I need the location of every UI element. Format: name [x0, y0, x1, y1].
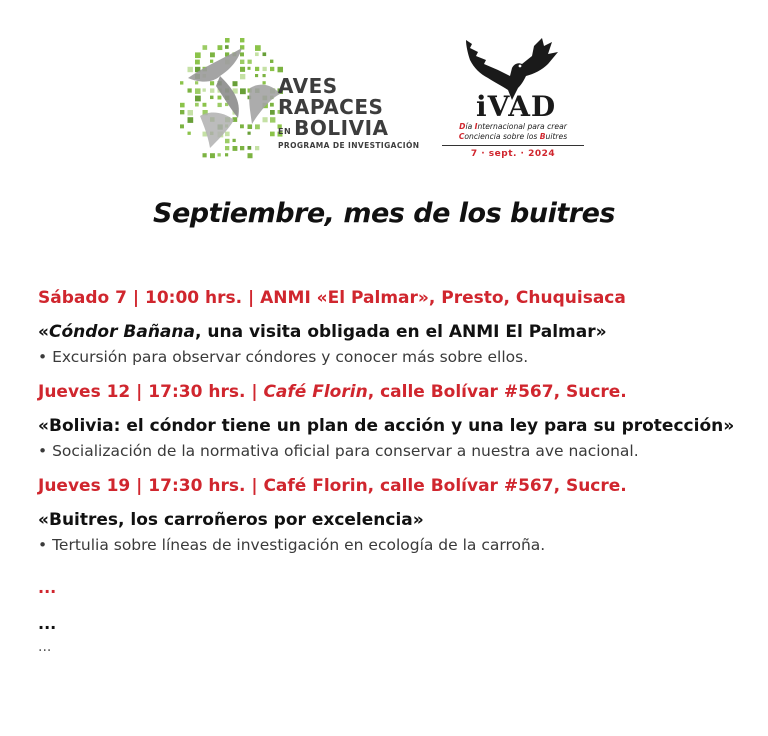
ivad-initial-i: I: [474, 122, 478, 131]
mosaic-square: [248, 67, 251, 70]
mosaic-square: [255, 74, 258, 77]
mosaic-square: [225, 132, 230, 137]
mosaic-square: [255, 146, 259, 150]
mosaic-square: [180, 124, 184, 128]
event-venue-italic: Café Florin: [263, 382, 368, 402]
ivad-initial-c: C: [458, 132, 465, 141]
mosaic-square: [180, 103, 185, 108]
mosaic-square: [240, 60, 244, 64]
ivad-initial-b: B: [539, 132, 546, 141]
ellipsis-grey: ...: [38, 639, 52, 655]
event-date-suffix: , calle Bolívar #567, Sucre.: [367, 382, 627, 402]
ivad-wordmark: iVAD: [476, 90, 557, 123]
aves-line-1: AVES: [278, 74, 338, 98]
event-title: [38, 320, 758, 344]
mosaic-square: [248, 153, 253, 158]
header-logos: [0, 30, 768, 170]
mosaic-square: [188, 67, 193, 72]
mosaic-square: [248, 146, 252, 150]
mosaic-square: [278, 67, 284, 73]
mosaic-square: [270, 67, 274, 71]
ivad-desc-1b: nternacional para crear: [477, 122, 567, 131]
event-date-line: Sábado 7 | 10:00 hrs. | ANMI «El Palmar», Presto, Chuquisaca: [38, 288, 626, 308]
mosaic-square: [270, 132, 275, 137]
mosaic-square: [210, 96, 213, 99]
mosaic-square: [195, 103, 199, 107]
aves-en-small: EN: [278, 127, 292, 136]
mosaic-square: [210, 81, 214, 85]
mosaic-square: [233, 81, 238, 86]
event-description: • Socialización de la normativa oficial para conservar a nuestra ave nacional.: [38, 442, 639, 460]
mosaic-square: [210, 52, 215, 57]
ivad-desc-line-2: [440, 132, 586, 142]
ivad-desc-line-1: [440, 122, 586, 132]
event-item: [38, 286, 758, 368]
mosaic-square: [263, 81, 266, 84]
ivad-desc-2b: uitres: [545, 132, 568, 141]
mosaic-square: [203, 45, 208, 50]
mosaic-square: [188, 117, 194, 123]
ellipsis-red: ...: [38, 578, 57, 597]
mosaic-square: [248, 132, 251, 135]
event-date-prefix: Jueves 12 | 17:30 hrs. |: [38, 382, 264, 402]
mosaic-square: [270, 60, 273, 63]
mosaic-square: [255, 67, 259, 71]
mosaic-square: [240, 52, 244, 56]
event-description: • Excursión para observar cóndores y conocer más sobre ellos.: [38, 348, 529, 366]
aves-subtitle: PROGRAMA DE INVESTIGACIÓN: [278, 141, 420, 150]
ivad-logo: [440, 30, 590, 170]
mosaic-square: [225, 146, 229, 150]
event-date-line: [38, 380, 758, 404]
aves-line-2: RAPACES: [278, 95, 384, 119]
mosaic-square: [270, 103, 274, 107]
event-item: [38, 380, 758, 462]
mosaic-square: [195, 60, 200, 65]
mosaic-square: [255, 45, 261, 51]
mosaic-square: [240, 74, 245, 79]
mosaic-square: [203, 88, 206, 91]
mosaic-square: [203, 153, 207, 157]
mosaic-square: [225, 153, 228, 156]
mosaic-square: [180, 81, 183, 84]
mosaic-square: [255, 52, 259, 56]
mosaic-square: [188, 132, 191, 135]
ivad-initial-d: D: [459, 122, 466, 131]
event-description: • Tertulia sobre líneas de investigación en ecología de la carroña.: [38, 536, 546, 554]
mosaic-square: [195, 96, 201, 102]
mosaic-square: [195, 52, 201, 58]
mosaic-square: [225, 45, 229, 49]
events-list: [38, 286, 758, 656]
ivad-description: [440, 122, 586, 142]
mosaic-square: [270, 117, 275, 122]
aves-rapaces-logo: [180, 38, 420, 168]
mosaic-square: [255, 124, 260, 129]
mosaic-square: [210, 153, 215, 158]
raptor-mosaic-icon: [180, 38, 290, 163]
mosaic-square: [218, 153, 221, 156]
event-title: «Bolivia: el cóndor tiene un plan de acción y una ley para su protección»: [38, 416, 735, 436]
ivad-desc-2a: onciencia sobre los: [464, 132, 540, 141]
mosaic-square: [225, 38, 230, 43]
mosaic-square: [248, 60, 252, 64]
aves-rapaces-wordmark: [278, 76, 419, 150]
mosaic-square: [210, 60, 213, 63]
mosaic-square: [240, 146, 244, 150]
mosaic-square: [240, 124, 244, 128]
mosaic-square: [210, 88, 214, 92]
mosaic-square: [248, 124, 253, 129]
event-title-open-quote: «: [38, 322, 49, 342]
mosaic-square: [270, 110, 275, 115]
mosaic-square: [203, 103, 207, 107]
mosaic-square: [218, 96, 222, 100]
page-title: Septiembre, mes de los buitres: [153, 198, 615, 229]
mosaic-square: [263, 117, 268, 122]
mosaic-square: [195, 81, 198, 84]
event-title: «Buitres, los carroñeros por excelencia»: [38, 510, 424, 530]
mosaic-square: [225, 139, 229, 143]
ellipsis-black: ...: [38, 614, 57, 633]
mosaic-square: [263, 74, 266, 77]
mosaic-square: [188, 88, 192, 92]
event-item: [38, 474, 758, 556]
aves-line-3: [278, 118, 419, 139]
mosaic-square: [233, 139, 236, 142]
mosaic-square: [188, 110, 193, 115]
aves-bolivia: BOLIVIA: [294, 116, 389, 140]
ivad-divider: [442, 145, 584, 146]
event-date-line: Jueves 19 | 17:30 hrs. | Café Florin, calle Bolívar #567, Sucre.: [38, 476, 627, 496]
mosaic-square: [218, 45, 223, 50]
ivad-desc-1a: ía: [465, 122, 475, 131]
event-title-italic: Cóndor Bañana: [48, 322, 195, 342]
mosaic-square: [233, 146, 238, 151]
mosaic-square: [263, 67, 267, 71]
ivad-date: 7 · sept. · 2024: [470, 149, 556, 159]
mosaic-square: [195, 88, 201, 94]
event-title-rest: , una visita obligada en el ANMI El Palmar»: [194, 322, 607, 342]
mosaic-square: [240, 88, 246, 94]
mosaic-square: [218, 103, 222, 107]
mosaic-square: [240, 67, 245, 72]
mosaic-square: [263, 52, 267, 56]
mosaic-square: [180, 110, 184, 114]
mosaic-square: [240, 38, 244, 42]
